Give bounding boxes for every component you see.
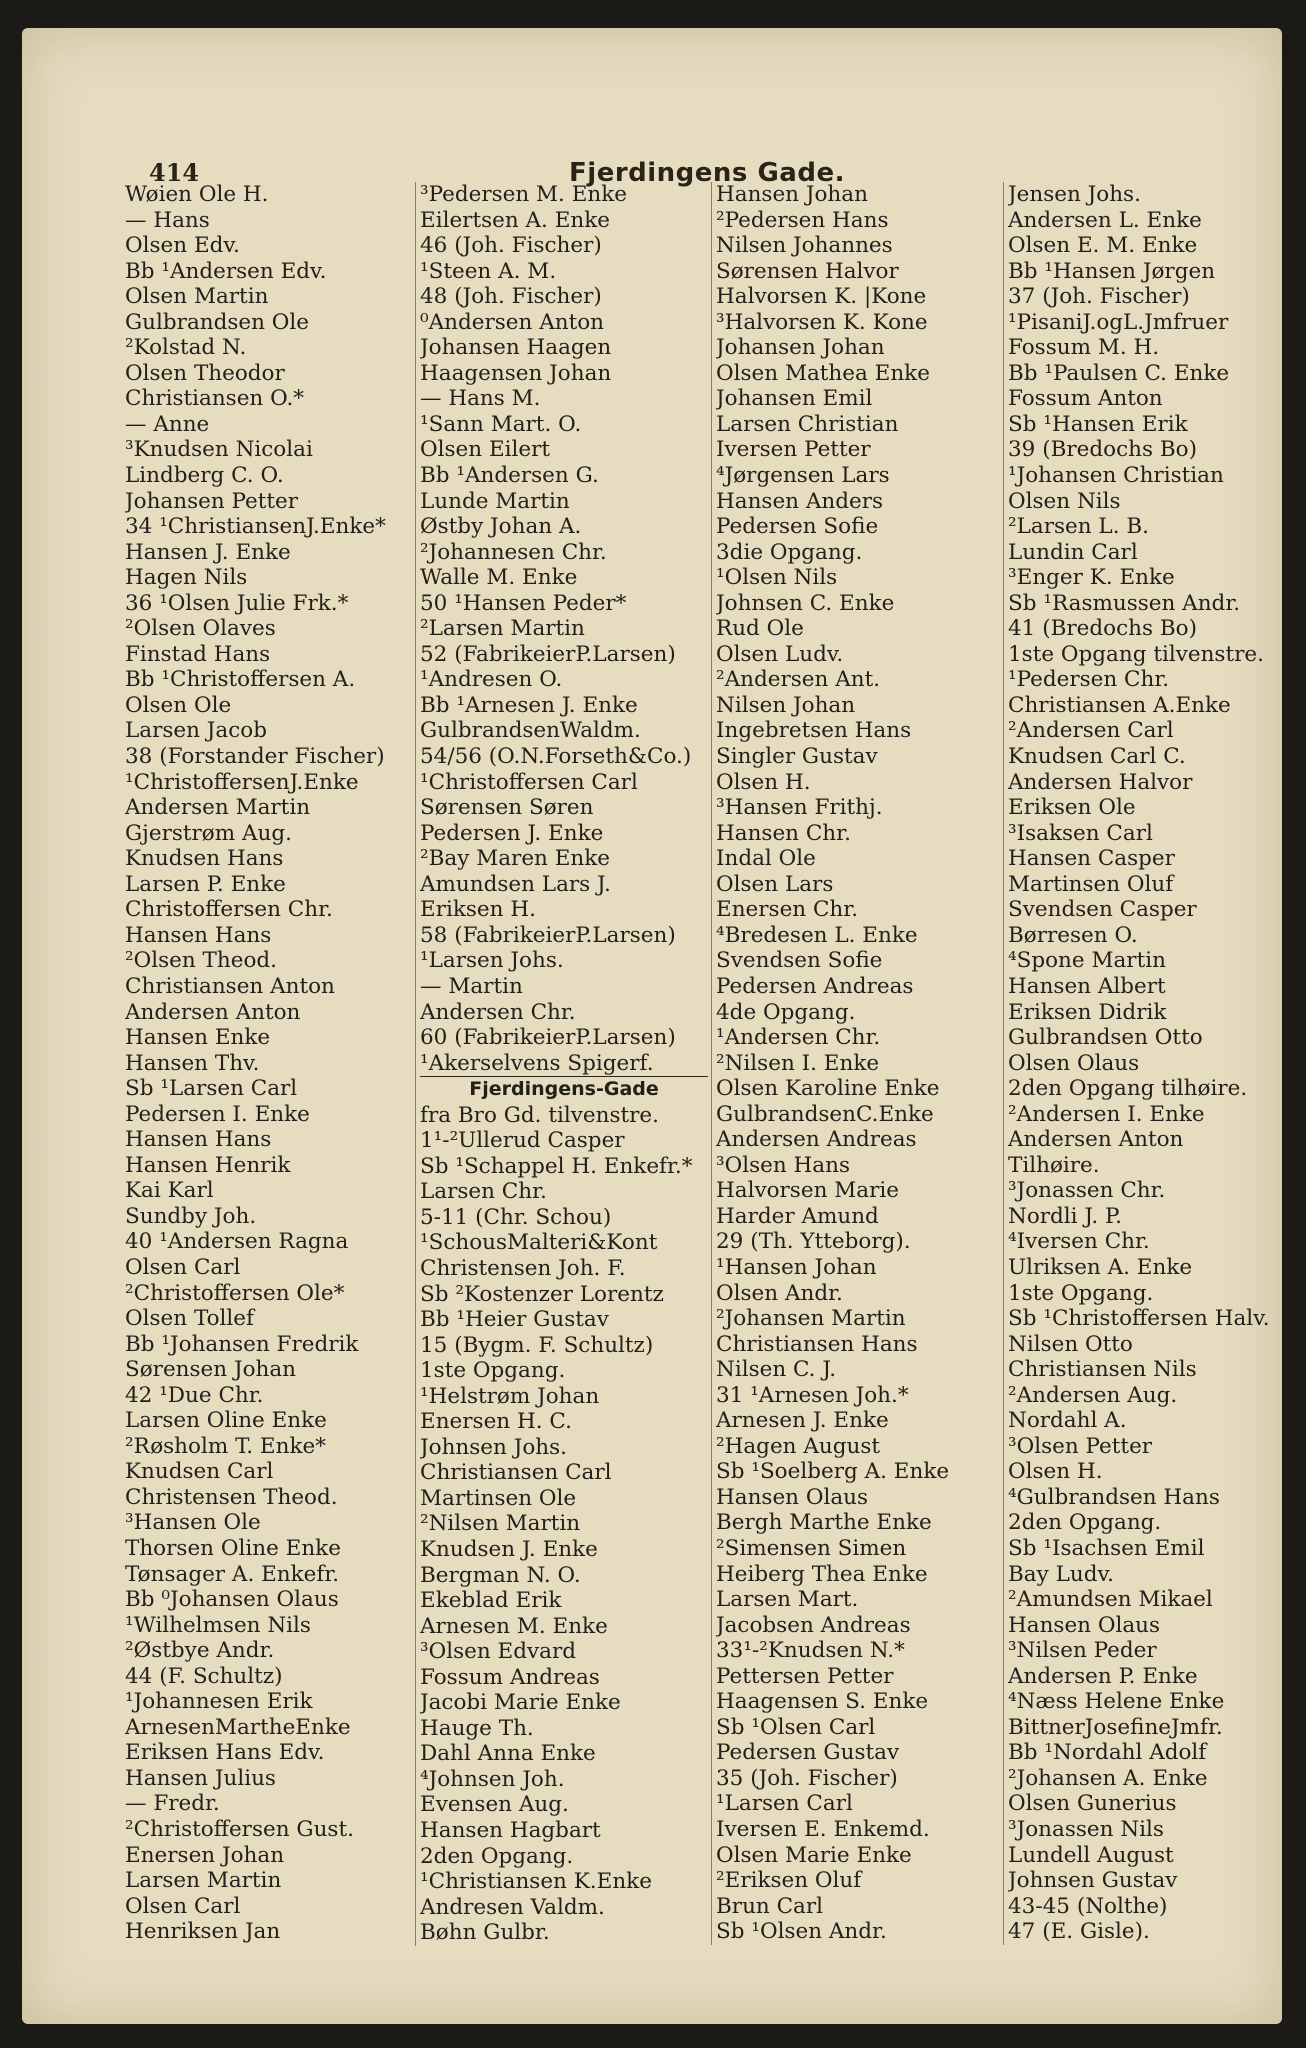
- directory-entry: Bb ¹Nordahl Adolf: [1008, 1740, 1207, 1766]
- directory-entry: ²Johansen Martin: [716, 1306, 906, 1332]
- directory-entry: ²Johannesen Chr.: [420, 539, 607, 565]
- directory-entry: Sb ¹Isachsen Emil: [1008, 1535, 1205, 1561]
- directory-entry: ²Andersen Ant.: [716, 667, 881, 693]
- directory-entry: 43-45 (Nolthe): [1008, 1893, 1168, 1919]
- directory-entry: Børresen O.: [1008, 922, 1138, 948]
- directory-entry: Sb ¹Hansen Erik: [1008, 411, 1188, 437]
- directory-entry: Hansen Hagbart: [420, 1818, 601, 1843]
- directory-entry: Johansen Petter: [125, 488, 299, 514]
- directory-entry: ²Bay Maren Enke: [420, 846, 611, 872]
- directory-entry: Bb ¹Heier Gustav: [420, 1307, 609, 1333]
- directory-entry: Andersen Halvor: [1008, 769, 1193, 795]
- directory-entry: 4de Opgang.: [716, 999, 856, 1025]
- directory-entry: Sb ²Kostenzer Lorentz: [420, 1281, 664, 1307]
- directory-entry: ¹Helstrøm Johan: [420, 1383, 600, 1409]
- directory-entry: ¹Christoffersen Carl: [420, 769, 638, 795]
- directory-entry: Fossum Anton: [1008, 386, 1163, 412]
- directory-entry: Christiansen A.Enke: [1008, 692, 1231, 718]
- directory-entry: 33¹-²Knudsen N.*: [716, 1638, 905, 1664]
- directory-entry: ³Enger K. Enke: [1008, 565, 1175, 591]
- directory-entry: Pettersen Petter: [716, 1663, 894, 1689]
- directory-entry: Nordli J. P.: [1008, 1203, 1122, 1229]
- directory-entry: Nilsen Johannes: [716, 233, 893, 259]
- directory-entry: ³Pedersen M. Enke: [420, 182, 628, 207]
- directory-entry: 47 (E. Gisle).: [1008, 1919, 1150, 1945]
- directory-entry: — Fredr.: [125, 1791, 220, 1817]
- directory-entry: ¹ChristoffersenJ.Enke: [125, 769, 359, 795]
- directory-entry: ³Olsen Hans: [716, 1152, 851, 1178]
- directory-entry: 44 (F. Schultz): [125, 1663, 283, 1689]
- directory-entry: Hansen Chr.: [716, 820, 851, 846]
- directory-entry: 46 (Joh. Fischer): [420, 233, 602, 259]
- directory-entry: 60 (FabrikeierP.Larsen): [420, 1025, 676, 1051]
- directory-entry: Johnsen Johs.: [420, 1434, 567, 1460]
- directory-entry: Thorsen Oline Enke: [125, 1535, 341, 1561]
- directory-entry: ²Andersen I. Enke: [1008, 1101, 1205, 1127]
- section-heading: Fjerdingens-Gade: [420, 1076, 708, 1103]
- directory-entry: Olsen E. M. Enke: [1008, 233, 1198, 259]
- directory-entry: Christensen Joh. F.: [420, 1255, 626, 1281]
- directory-entry: Kai Karl: [125, 1178, 214, 1204]
- directory-entry: fra Bro Gd. tilvenstre.: [420, 1102, 659, 1128]
- directory-entry: Christiansen O.*: [125, 386, 305, 412]
- directory-entry: Gulbrandsen Ole: [125, 309, 310, 335]
- directory-entry: Olsen Marie Enke: [716, 1842, 912, 1868]
- directory-entry: ¹Johannesen Erik: [125, 1689, 313, 1715]
- directory-entry: Jacobsen Andreas: [716, 1612, 911, 1638]
- directory-entry: ¹Larsen Carl: [716, 1791, 853, 1817]
- directory-entry: Johansen Johan: [716, 335, 885, 361]
- directory-entry: Enersen Chr.: [716, 897, 859, 923]
- directory-entry: 2den Opgang tilhøire.: [1008, 1076, 1248, 1102]
- directory-entry: Pedersen Gustav: [716, 1740, 900, 1766]
- directory-entry: Sb ¹Olsen Carl: [716, 1714, 876, 1740]
- directory-entry: ²Simensen Simen: [716, 1535, 907, 1561]
- directory-entry: Sb ¹Larsen Carl: [125, 1076, 298, 1102]
- directory-entry: ¹Andresen O.: [420, 667, 563, 693]
- directory-entry: Østby Johan A.: [420, 514, 582, 540]
- directory-entry: Ekeblad Erik: [420, 1588, 562, 1614]
- column-1: [125, 182, 413, 1945]
- directory-entry: Brun Carl: [716, 1893, 824, 1919]
- directory-entry: Christensen Theod.: [125, 1484, 338, 1510]
- directory-entry: Hansen Henrik: [125, 1152, 291, 1178]
- directory-entry: Martinsen Ole: [420, 1485, 577, 1511]
- directory-entry: Jacobi Marie Enke: [420, 1690, 621, 1716]
- column-2: [415, 182, 708, 1946]
- directory-entry: Andersen P. Enke: [1008, 1663, 1198, 1689]
- directory-entry: Sb ¹Schappel H. Enkefr.*: [420, 1153, 693, 1179]
- directory-entry: ¹PisaniJ.ogL.Jmfruer: [1008, 309, 1229, 335]
- directory-entry: Bb ¹Johansen Fredrik: [125, 1331, 359, 1357]
- directory-entry: Svendsen Sofie: [716, 948, 883, 974]
- directory-entry: Sørensen Johan: [125, 1357, 297, 1383]
- directory-entry: ²Nilsen I. Enke: [716, 1050, 880, 1076]
- directory-entry: ³Olsen Edvard: [420, 1639, 577, 1665]
- directory-entry: Andersen Martin: [125, 795, 311, 821]
- directory-entry: 34 ¹ChristiansenJ.Enke*: [125, 514, 386, 540]
- directory-entry: ³Hansen Ole: [125, 1510, 261, 1536]
- directory-entry: Heiberg Thea Enke: [716, 1561, 928, 1587]
- directory-entry: Walle M. Enke: [420, 565, 578, 591]
- directory-entry: Olsen Tollef: [125, 1306, 254, 1332]
- directory-entry: Johansen Haagen: [420, 335, 612, 361]
- directory-entry: Pedersen I. Enke: [125, 1101, 310, 1127]
- directory-entry: — Hans M.: [420, 386, 541, 412]
- directory-entry: Sundby Joh.: [125, 1203, 257, 1229]
- directory-entry: Olsen Carl: [125, 1893, 241, 1919]
- directory-entry: Bb ¹Paulsen C. Enke: [1008, 360, 1230, 386]
- directory-entry: ²Amundsen Mikael: [1008, 1587, 1213, 1613]
- directory-entry: Lindberg C. O.: [125, 463, 284, 489]
- directory-entry: Hagen Nils: [125, 565, 248, 591]
- directory-entry: GulbrandsenWaldm.: [420, 718, 641, 744]
- directory-entry: ⁴Næss Helene Enke: [1008, 1689, 1225, 1715]
- directory-entry: Hansen Thv.: [125, 1050, 260, 1076]
- directory-entry: 3die Opgang.: [716, 539, 863, 565]
- directory-entry: Larsen Oline Enke: [125, 1408, 327, 1434]
- directory-entry: ¹SchousMalteri&Kont: [420, 1230, 658, 1256]
- directory-entry: 38 (Forstander Fischer): [125, 744, 385, 770]
- directory-entry: Iversen E. Enkemd.: [716, 1817, 930, 1842]
- directory-entry: ¹Steen A. M.: [420, 258, 557, 284]
- directory-entry: Hansen Olaus: [1008, 1612, 1161, 1638]
- directory-entry: Eilertsen A. Enke: [420, 207, 611, 233]
- directory-entry: ²Larsen L. B.: [1008, 514, 1150, 540]
- directory-entry: Andersen L. Enke: [1008, 207, 1202, 233]
- directory-columns: [125, 182, 1275, 1962]
- directory-entry: 31 ¹Arnesen Joh.*: [716, 1382, 909, 1408]
- directory-entry: ²Kolstad N.: [125, 335, 247, 361]
- directory-entry: Olsen Nils: [1008, 488, 1121, 514]
- directory-entry: ⁰Andersen Anton: [420, 309, 604, 335]
- directory-entry: Bergh Marthe Enke: [716, 1510, 932, 1536]
- directory-entry: Larsen P. Enke: [125, 871, 286, 897]
- directory-entry: Gjerstrøm Aug.: [125, 820, 292, 846]
- directory-entry: ¹Akerselvens Spigerf.: [420, 1050, 654, 1076]
- directory-entry: Andresen Valdm.: [420, 1894, 605, 1920]
- directory-entry: Olsen Ole: [125, 692, 232, 718]
- directory-entry: Ulriksen A. Enke: [1008, 1254, 1193, 1280]
- directory-entry: ³Jonassen Nils: [1008, 1817, 1164, 1842]
- directory-entry: Larsen Chr.: [420, 1179, 547, 1205]
- directory-entry: Olsen H.: [1008, 1459, 1103, 1485]
- directory-entry: Christiansen Hans: [716, 1331, 918, 1357]
- directory-entry: Pedersen J. Enke: [420, 820, 604, 846]
- directory-entry: Hansen Casper: [1008, 846, 1175, 872]
- directory-entry: ¹Johansen Christian: [1008, 463, 1224, 489]
- directory-entry: ³Jonassen Chr.: [1008, 1178, 1166, 1204]
- directory-entry: ArnesenMartheEnke: [125, 1714, 351, 1740]
- directory-entry: ¹Larsen Johs.: [420, 948, 564, 974]
- directory-entry: Knudsen J. Enke: [420, 1536, 598, 1562]
- directory-entry: 35 (Joh. Fischer): [716, 1765, 898, 1791]
- directory-entry: Olsen Gunerius: [1008, 1791, 1177, 1817]
- directory-entry: ¹Wilhelmsen Nils: [125, 1612, 311, 1638]
- directory-entry: Bay Ludv.: [1008, 1561, 1114, 1587]
- directory-entry: Eriksen Hans Edv.: [125, 1740, 325, 1766]
- directory-entry: ⁴Gulbrandsen Hans: [1008, 1484, 1220, 1510]
- directory-entry: Sb ¹Soelberg A. Enke: [716, 1459, 950, 1485]
- directory-entry: 58 (FabrikeierP.Larsen): [420, 922, 676, 948]
- directory-entry: Sørensen Søren: [420, 795, 594, 821]
- directory-entry: 50 ¹Hansen Peder*: [420, 590, 627, 616]
- directory-entry: Johnsen C. Enke: [716, 590, 895, 616]
- directory-entry: Haagensen Johan: [420, 360, 612, 386]
- directory-entry: Nilsen C. J.: [716, 1357, 837, 1383]
- directory-entry: Johansen Emil: [716, 386, 873, 412]
- directory-entry: ³Knudsen Nicolai: [125, 437, 313, 463]
- directory-entry: Rud Ole: [716, 616, 804, 642]
- directory-entry: 5-11 (Chr. Schou): [420, 1204, 612, 1230]
- directory-entry: Larsen Mart.: [716, 1587, 859, 1613]
- directory-entry: Sb ¹Christoffersen Halv.: [1008, 1306, 1270, 1332]
- directory-entry: Iversen Petter: [716, 437, 871, 463]
- directory-entry: Christoffersen Chr.: [125, 897, 333, 923]
- directory-entry: ⁴Johnsen Joh.: [420, 1766, 565, 1792]
- directory-entry: Pedersen Andreas: [716, 973, 914, 999]
- directory-entry: ⁴Spone Martin: [1008, 948, 1166, 974]
- directory-entry: ²Olsen Olaves: [125, 616, 276, 642]
- directory-entry: Finstad Hans: [125, 641, 271, 667]
- directory-entry: Nilsen Johan: [716, 692, 856, 718]
- directory-entry: ⁴Iversen Chr.: [1008, 1229, 1150, 1255]
- directory-entry: ¹Hansen Johan: [716, 1254, 877, 1280]
- directory-entry: Hauge Th.: [420, 1715, 534, 1741]
- directory-entry: Singler Gustav: [716, 744, 878, 770]
- directory-entry: Knudsen Hans: [125, 846, 284, 872]
- directory-entry: ²Olsen Theod.: [125, 948, 278, 974]
- directory-entry: Olsen Olaus: [1008, 1050, 1140, 1076]
- directory-entry: Christiansen Carl: [420, 1460, 612, 1486]
- directory-entry: Lundin Carl: [1008, 539, 1138, 565]
- directory-entry: Hansen Anders: [716, 488, 884, 514]
- directory-entry: 2den Opgang.: [1008, 1510, 1162, 1536]
- directory-entry: Wøien Ole H.: [125, 182, 269, 207]
- directory-entry: ³Isaksen Carl: [1008, 820, 1153, 846]
- directory-entry: Olsen Mathea Enke: [716, 360, 930, 386]
- directory-entry: Tønsager A. Enkefr.: [125, 1561, 340, 1587]
- directory-entry: Bergman N. O.: [420, 1562, 581, 1588]
- directory-entry: Christiansen Anton: [125, 973, 335, 999]
- directory-entry: Sb ¹Olsen Andr.: [716, 1919, 887, 1945]
- directory-entry: ³Hansen Frithj.: [716, 795, 883, 821]
- directory-entry: 2den Opgang.: [420, 1843, 574, 1869]
- directory-entry: Martinsen Oluf: [1008, 871, 1174, 897]
- directory-entry: Eriksen Didrik: [1008, 999, 1167, 1025]
- directory-entry: Nilsen Otto: [1008, 1331, 1133, 1357]
- directory-entry: Andersen Anton: [1008, 1127, 1184, 1153]
- directory-entry: ¹Pedersen Chr.: [1008, 667, 1170, 693]
- directory-entry: Halvorsen Marie: [716, 1178, 899, 1204]
- directory-entry: Tilhøire.: [1008, 1152, 1100, 1178]
- directory-entry: Bb ¹Arnesen J. Enke: [420, 692, 638, 718]
- directory-entry: Fossum Andreas: [420, 1664, 600, 1690]
- directory-entry: Sb ¹Rasmussen Andr.: [1008, 590, 1241, 616]
- directory-entry: Hansen Enke: [125, 1025, 271, 1051]
- directory-entry: — Anne: [125, 411, 210, 437]
- page-title: Fjerdingens Gade.: [569, 158, 845, 188]
- directory-entry: Knudsen Carl: [125, 1459, 274, 1485]
- directory-entry: Enersen H. C.: [420, 1409, 572, 1435]
- directory-entry: Lundell August: [1008, 1842, 1174, 1868]
- directory-entry: Larsen Christian: [716, 411, 899, 437]
- directory-entry: Andersen Andreas: [716, 1127, 917, 1153]
- directory-entry: ²Nilsen Martin: [420, 1511, 581, 1537]
- directory-entry: Bb ¹Andersen G.: [420, 463, 599, 489]
- directory-entry: Olsen H.: [716, 769, 811, 795]
- directory-entry: Svendsen Casper: [1008, 897, 1197, 923]
- directory-entry: Fossum M. H.: [1008, 335, 1160, 361]
- directory-entry: Hansen Albert: [1008, 973, 1166, 999]
- directory-entry: ²Christoffersen Ole*: [125, 1280, 345, 1306]
- directory-entry: Andersen Anton: [125, 999, 301, 1025]
- directory-entry: Larsen Martin: [125, 1868, 282, 1894]
- directory-entry: Eriksen H.: [420, 897, 536, 923]
- directory-entry: Andersen Chr.: [420, 999, 576, 1025]
- directory-entry: 1ste Opgang.: [420, 1358, 566, 1384]
- directory-entry: Henriksen Jan: [125, 1919, 281, 1945]
- directory-entry: Evensen Aug.: [420, 1792, 569, 1818]
- directory-entry: Haagensen S. Enke: [716, 1689, 929, 1715]
- directory-entry: ²Johansen A. Enke: [1008, 1765, 1208, 1791]
- directory-entry: Enersen Johan: [125, 1842, 285, 1868]
- directory-entry: 40 ¹Andersen Ragna: [125, 1229, 349, 1255]
- directory-entry: ²Andersen Carl: [1008, 718, 1174, 744]
- directory-entry: 36 ¹Olsen Julie Frk.*: [125, 590, 349, 616]
- directory-entry: 15 (Bygm. F. Schultz): [420, 1332, 654, 1358]
- directory-entry: Jensen Johs.: [1008, 182, 1141, 207]
- directory-entry: Eriksen Ole: [1008, 795, 1136, 821]
- directory-entry: Hansen Hans: [125, 1127, 272, 1153]
- directory-entry: 42 ¹Due Chr.: [125, 1382, 264, 1408]
- directory-entry: Dahl Anna Enke: [420, 1741, 596, 1767]
- directory-entry: ¹Christiansen K.Enke: [420, 1869, 652, 1895]
- directory-entry: 1ste Opgang.: [1008, 1280, 1154, 1306]
- directory-entry: Lunde Martin: [420, 488, 570, 514]
- directory-entry: Olsen Lars: [716, 871, 834, 897]
- directory-entry: Pedersen Sofie: [716, 514, 879, 540]
- directory-entry: 39 (Bredochs Bo): [1008, 437, 1197, 463]
- directory-entry: Arnesen J. Enke: [716, 1408, 889, 1434]
- directory-entry: ²Larsen Martin: [420, 616, 585, 642]
- directory-entry: Olsen Edv.: [125, 233, 240, 259]
- directory-entry: BittnerJosefineJmfr.: [1008, 1714, 1223, 1740]
- directory-entry: ¹Sann Mart. O.: [420, 411, 582, 437]
- directory-entry: Johnsen Gustav: [1008, 1868, 1178, 1894]
- directory-entry: 29 (Th. Ytteborg).: [716, 1229, 911, 1255]
- directory-entry: ²Andersen Aug.: [1008, 1382, 1178, 1408]
- directory-entry: ⁴Jørgensen Lars: [716, 463, 890, 489]
- directory-entry: Gulbrandsen Otto: [1008, 1025, 1203, 1051]
- directory-entry: Hansen Hans: [125, 922, 272, 948]
- directory-entry: Christiansen Nils: [1008, 1357, 1197, 1383]
- directory-entry: 37 (Joh. Fischer): [1008, 284, 1190, 310]
- directory-entry: GulbrandsenC.Enke: [716, 1101, 934, 1127]
- directory-entry: Hansen Olaus: [716, 1484, 869, 1510]
- directory-entry: ⁴Bredesen L. Enke: [716, 922, 918, 948]
- directory-entry: ²Hagen August: [716, 1433, 881, 1459]
- directory-entry: ³Halvorsen K. Kone: [716, 309, 928, 335]
- page-number: 414: [149, 158, 200, 187]
- directory-entry: 41 (Bredochs Bo): [1008, 616, 1197, 642]
- directory-entry: ¹Andersen Chr.: [716, 1025, 881, 1051]
- column-4: [1003, 182, 1296, 1945]
- directory-entry: Olsen Eilert: [420, 437, 551, 463]
- directory-entry: Indal Ole: [716, 846, 816, 872]
- directory-entry: 1¹-²Ullerud Casper: [420, 1128, 625, 1154]
- directory-entry: Harder Amund: [716, 1203, 879, 1229]
- directory-entry: Ingebretsen Hans: [716, 718, 912, 744]
- directory-entry: 1ste Opgang tilvenstre.: [1008, 641, 1264, 667]
- directory-entry: ²Eriksen Oluf: [716, 1868, 862, 1894]
- directory-entry: Amundsen Lars J.: [420, 871, 611, 897]
- directory-entry: ³Nilsen Peder: [1008, 1638, 1157, 1664]
- directory-entry: Bb ¹Christoffersen A.: [125, 667, 356, 693]
- directory-entry: 54/56 (O.N.Forseth&Co.): [420, 744, 692, 770]
- directory-entry: 52 (FabrikeierP.Larsen): [420, 641, 676, 667]
- directory-entry: Bøhn Gulbr.: [420, 1920, 550, 1946]
- directory-entry: Olsen Carl: [125, 1254, 241, 1280]
- directory-entry: Arnesen M. Enke: [420, 1613, 608, 1639]
- directory-entry: — Hans: [125, 207, 210, 233]
- directory-entry: Halvorsen K. |Kone: [716, 284, 927, 310]
- directory-entry: ¹Olsen Nils: [716, 565, 838, 591]
- directory-entry: Bb ¹Andersen Edv.: [125, 258, 327, 284]
- directory-entry: Knudsen Carl C.: [1008, 744, 1186, 770]
- directory-entry: ²Christoffersen Gust.: [125, 1817, 354, 1842]
- directory-entry: ²Pedersen Hans: [716, 207, 889, 233]
- directory-entry: ²Østbye Andr.: [125, 1638, 275, 1664]
- directory-entry: Olsen Ludv.: [716, 641, 844, 667]
- column-3: [711, 182, 1004, 1945]
- directory-entry: Sørensen Halvor: [716, 258, 899, 284]
- directory-entry: Hansen Julius: [125, 1765, 276, 1791]
- directory-entry: Olsen Karoline Enke: [716, 1076, 940, 1102]
- directory-entry: ³Olsen Petter: [1008, 1433, 1153, 1459]
- directory-entry: 48 (Joh. Fischer): [420, 284, 602, 310]
- directory-entry: ²Røsholm T. Enke*: [125, 1433, 326, 1459]
- directory-entry: — Martin: [420, 973, 523, 999]
- directory-entry: Larsen Jacob: [125, 718, 267, 744]
- directory-entry: Olsen Andr.: [716, 1280, 843, 1306]
- directory-entry: Olsen Martin: [125, 284, 269, 310]
- directory-entry: Hansen Johan: [716, 182, 868, 207]
- directory-entry: Bb ⁰Johansen Olaus: [125, 1587, 339, 1613]
- directory-entry: Hansen J. Enke: [125, 539, 291, 565]
- directory-entry: Bb ¹Hansen Jørgen: [1008, 258, 1216, 284]
- directory-entry: Nordahl A.: [1008, 1408, 1127, 1434]
- directory-entry: Olsen Theodor: [125, 360, 285, 386]
